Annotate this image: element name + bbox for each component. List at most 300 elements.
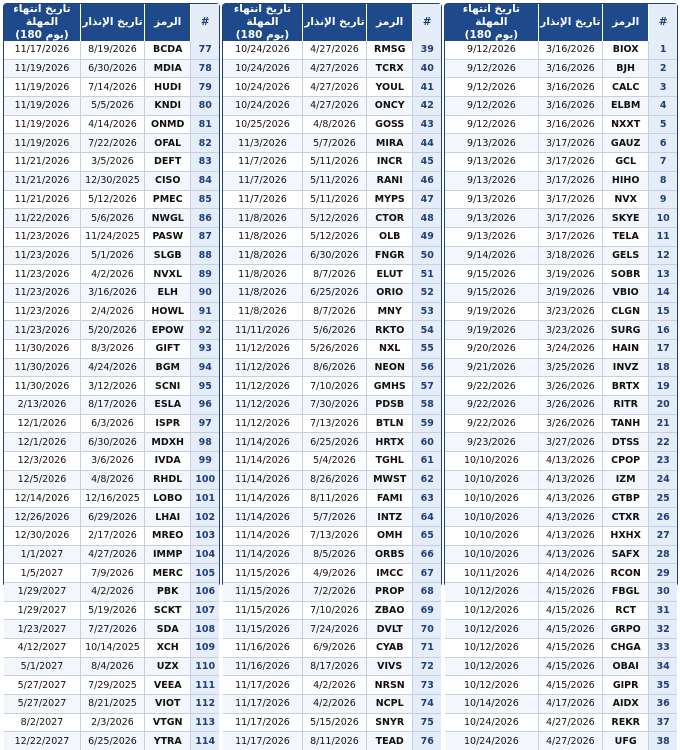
table-row [223, 283, 441, 302]
notice-date-cell: 7/13/2026 [302, 415, 366, 433]
symbol-cell: NEON [366, 359, 412, 377]
deadline-cell: 11/22/2026 [14, 212, 70, 224]
table-row [4, 432, 219, 451]
notice-date-cell: 5/26/2026 [302, 340, 366, 358]
deadline-cell: 11/23/2026 [14, 231, 70, 243]
notice-date-cell: 4/8/2026 [302, 116, 366, 134]
header-num: # [190, 4, 219, 41]
symbol-cell: RHDL [144, 471, 190, 489]
row-number-cell: 69 [412, 602, 441, 620]
deadline-cell: 12/22/2027 [14, 735, 70, 747]
notice-date-cell: 4/13/2026 [538, 452, 602, 470]
deadline-cell: 10/10/2026 [464, 455, 519, 467]
table-row [223, 115, 441, 134]
row-number-cell: 82 [190, 134, 219, 152]
table-row [223, 619, 441, 638]
deadline-cell: 11/15/2026 [235, 567, 290, 579]
row-number-cell: 74 [412, 695, 441, 713]
row-number-cell: 13 [648, 265, 677, 283]
symbol-cell: REKR [602, 714, 648, 732]
table-2 [222, 3, 442, 747]
deadline-cell: 11/19/2026 [14, 137, 70, 149]
table-row [223, 41, 441, 59]
deadline-cell: 5/1/2027 [20, 661, 64, 673]
table-row [445, 283, 677, 302]
row-number-cell: 77 [190, 41, 219, 59]
deadline-cell: 10/24/2026 [235, 44, 290, 56]
symbol-cell: CYAB [366, 639, 412, 657]
symbol-cell: HAIN [602, 340, 648, 358]
deadline-cell: 10/12/2026 [464, 623, 519, 635]
symbol-cell: CTOR [366, 209, 412, 227]
table-row [445, 657, 677, 676]
notice-date-cell: 5/12/2026 [80, 191, 144, 209]
notice-date-cell: 7/9/2026 [80, 564, 144, 582]
row-number-cell: 86 [190, 209, 219, 227]
symbol-cell: NXL [366, 340, 412, 358]
row-number-cell: 22 [648, 433, 677, 451]
table-row [4, 320, 219, 339]
notice-date-cell: 3/23/2026 [538, 321, 602, 339]
table-row [223, 395, 441, 414]
table-row [223, 302, 441, 321]
table-row [4, 545, 219, 564]
row-number-cell: 41 [412, 78, 441, 96]
deadline-cell: 11/17/2026 [14, 44, 70, 56]
header-deadline [4, 4, 80, 41]
symbol-cell: SURG [602, 321, 648, 339]
table-row [445, 675, 677, 694]
row-number-cell: 84 [190, 172, 219, 190]
table-row [223, 731, 441, 750]
table-row [4, 115, 219, 134]
symbol-cell: PASW [144, 228, 190, 246]
symbol-cell: SAFX [602, 546, 648, 564]
table-row [445, 507, 677, 526]
row-number-cell: 5 [648, 116, 677, 134]
symbol-cell: SKYE [602, 209, 648, 227]
table-row [445, 376, 677, 395]
row-number-cell: 53 [412, 303, 441, 321]
symbol-cell: GIFT [144, 340, 190, 358]
notice-date-cell: 3/17/2026 [538, 172, 602, 190]
deadline-cell: 12/1/2026 [17, 436, 67, 448]
header-deadline-line1: تاريخ انتهاء المهلة [233, 3, 292, 28]
symbol-cell: CALC [602, 78, 648, 96]
notice-date-cell: 3/26/2026 [538, 415, 602, 433]
notice-date-cell: 3/6/2026 [80, 452, 144, 470]
deadline-cell: 9/13/2026 [467, 212, 516, 224]
row-number-cell: 71 [412, 639, 441, 657]
deadline-cell: 10/10/2026 [464, 548, 519, 560]
header-deadline [445, 4, 538, 41]
notice-date-cell: 4/13/2026 [538, 471, 602, 489]
deadline-cell: 10/11/2026 [464, 567, 519, 579]
notice-date-cell: 5/20/2026 [80, 321, 144, 339]
table-row [4, 526, 219, 545]
row-number-cell: 36 [648, 695, 677, 713]
notice-date-cell: 3/18/2026 [538, 247, 602, 265]
header-date1: تاريخ الإنذار [538, 4, 602, 41]
notice-date-cell: 5/11/2026 [302, 172, 366, 190]
notice-date-cell: 3/17/2026 [538, 228, 602, 246]
notice-date-cell: 3/24/2026 [538, 340, 602, 358]
table-row [445, 152, 677, 171]
table-row [4, 395, 219, 414]
notice-date-cell: 2/3/2026 [80, 714, 144, 732]
row-number-cell: 56 [412, 359, 441, 377]
notice-date-cell: 5/11/2026 [302, 153, 366, 171]
symbol-cell: TCRX [366, 60, 412, 78]
notice-date-cell: 7/14/2026 [80, 78, 144, 96]
symbol-cell: BCDA [144, 41, 190, 59]
table-row [223, 657, 441, 676]
table-row [223, 77, 441, 96]
symbol-cell: INVZ [602, 359, 648, 377]
deadline-cell: 9/23/2026 [467, 436, 516, 448]
header-sym: الرمز [366, 4, 412, 41]
notice-date-cell: 7/22/2026 [80, 134, 144, 152]
row-number-cell: 18 [648, 359, 677, 377]
symbol-cell: IVDA [144, 452, 190, 470]
table-row [223, 358, 441, 377]
deadline-cell: 9/21/2026 [467, 362, 516, 374]
deadline-cell: 10/24/2026 [235, 100, 290, 112]
symbol-cell: FBGL [602, 583, 648, 601]
row-number-cell: 57 [412, 377, 441, 395]
notice-date-cell: 8/4/2026 [80, 658, 144, 676]
table-row [223, 414, 441, 433]
notice-date-cell: 4/13/2026 [538, 546, 602, 564]
deadline-cell: 11/15/2026 [235, 586, 290, 598]
notice-date-cell: 5/7/2026 [302, 508, 366, 526]
row-number-cell: 89 [190, 265, 219, 283]
table-row [223, 694, 441, 713]
table-row [223, 507, 441, 526]
table-row [223, 133, 441, 152]
deadline-cell: 11/21/2026 [14, 193, 70, 205]
deadline-cell: 9/22/2026 [467, 380, 516, 392]
table-row [445, 414, 677, 433]
delisting-deadlines-sheet [3, 3, 677, 747]
table-row [445, 41, 677, 59]
deadline-cell: 10/12/2026 [464, 604, 519, 616]
table-header [4, 4, 219, 41]
deadline-cell: 11/8/2026 [238, 212, 287, 224]
table-row [4, 358, 219, 377]
row-number-cell: 55 [412, 340, 441, 358]
table-row [4, 190, 219, 209]
row-number-cell: 33 [648, 639, 677, 657]
symbol-cell: BJH [602, 60, 648, 78]
table-row [445, 302, 677, 321]
deadline-cell: 11/12/2026 [235, 399, 290, 411]
deadline-cell: 11/14/2026 [235, 548, 290, 560]
symbol-cell: GIPR [602, 676, 648, 694]
deadline-cell: 11/30/2026 [14, 362, 70, 374]
row-number-cell: 7 [648, 153, 677, 171]
symbol-cell: DVLT [366, 620, 412, 638]
symbol-cell: XCH [144, 639, 190, 657]
deadline-cell: 11/17/2026 [235, 717, 290, 729]
row-number-cell: 29 [648, 564, 677, 582]
table-row [4, 601, 219, 620]
notice-date-cell: 3/16/2026 [538, 78, 602, 96]
row-number-cell: 20 [648, 396, 677, 414]
deadline-cell: 12/30/2026 [14, 530, 70, 542]
deadline-cell: 9/15/2026 [467, 268, 516, 280]
deadline-cell: 10/24/2026 [235, 63, 290, 75]
symbol-cell: ONMD [144, 116, 190, 134]
table-row [4, 414, 219, 433]
deadline-cell: 10/12/2026 [464, 586, 519, 598]
notice-date-cell: 4/14/2026 [538, 564, 602, 582]
row-number-cell: 40 [412, 60, 441, 78]
row-number-cell: 72 [412, 658, 441, 676]
row-number-cell: 24 [648, 471, 677, 489]
symbol-cell: TANH [602, 415, 648, 433]
symbol-cell: RCT [602, 602, 648, 620]
notice-date-cell: 4/27/2026 [302, 41, 366, 59]
table-row [4, 208, 219, 227]
symbol-cell: UZX [144, 658, 190, 676]
symbol-cell: NVX [602, 191, 648, 209]
notice-date-cell: 7/10/2026 [302, 602, 366, 620]
table-row [4, 302, 219, 321]
symbol-cell: GCL [602, 153, 648, 171]
table-row [223, 208, 441, 227]
symbol-cell: NXXT [602, 116, 648, 134]
table-row [4, 489, 219, 508]
deadline-cell: 11/16/2026 [235, 642, 290, 654]
deadline-cell: 11/3/2026 [238, 137, 287, 149]
notice-date-cell: 3/12/2026 [80, 377, 144, 395]
table-row [223, 470, 441, 489]
row-number-cell: 107 [190, 602, 219, 620]
deadline-cell: 9/13/2026 [467, 137, 516, 149]
deadline-cell: 11/8/2026 [238, 231, 287, 243]
deadline-cell: 11/12/2026 [235, 343, 290, 355]
table-row [4, 133, 219, 152]
table-row [4, 339, 219, 358]
row-number-cell: 3 [648, 78, 677, 96]
table-row [4, 451, 219, 470]
notice-date-cell: 3/25/2026 [538, 359, 602, 377]
symbol-cell: DEFT [144, 153, 190, 171]
notice-date-cell: 4/15/2026 [538, 583, 602, 601]
table-row [223, 190, 441, 209]
symbol-cell: HXHX [602, 527, 648, 545]
table-row [445, 545, 677, 564]
row-number-cell: 35 [648, 676, 677, 694]
notice-date-cell: 3/16/2026 [80, 284, 144, 302]
row-number-cell: 92 [190, 321, 219, 339]
deadline-cell: 1/1/2027 [20, 548, 64, 560]
table-row [223, 601, 441, 620]
row-number-cell: 114 [190, 732, 219, 750]
symbol-cell: ELUT [366, 265, 412, 283]
row-number-cell: 76 [412, 732, 441, 750]
row-number-cell: 43 [412, 116, 441, 134]
deadline-cell: 11/23/2026 [14, 268, 70, 280]
symbol-cell: LHAI [144, 508, 190, 526]
row-number-cell: 17 [648, 340, 677, 358]
notice-date-cell: 3/16/2026 [538, 116, 602, 134]
symbol-cell: LOBO [144, 490, 190, 508]
deadline-cell: 11/30/2026 [14, 343, 70, 355]
notice-date-cell: 5/6/2026 [80, 209, 144, 227]
row-number-cell: 79 [190, 78, 219, 96]
table-row [4, 59, 219, 78]
notice-date-cell: 4/27/2026 [302, 60, 366, 78]
table-row [445, 227, 677, 246]
row-number-cell: 63 [412, 490, 441, 508]
table-row [223, 339, 441, 358]
notice-date-cell: 4/15/2026 [538, 676, 602, 694]
symbol-cell: IZM [602, 471, 648, 489]
symbol-cell: BRTX [602, 377, 648, 395]
notice-date-cell: 8/11/2026 [302, 732, 366, 750]
notice-date-cell: 8/7/2026 [302, 303, 366, 321]
symbol-cell: BIOX [602, 41, 648, 59]
deadline-cell: 2/13/2026 [17, 399, 67, 411]
deadline-cell: 9/14/2026 [467, 249, 516, 261]
notice-date-cell: 7/24/2026 [302, 620, 366, 638]
notice-date-cell: 4/27/2026 [538, 714, 602, 732]
deadline-cell: 1/5/2027 [20, 567, 64, 579]
notice-date-cell: 7/29/2025 [80, 676, 144, 694]
row-number-cell: 8 [648, 172, 677, 190]
notice-date-cell: 4/15/2026 [538, 658, 602, 676]
row-number-cell: 101 [190, 490, 219, 508]
table-row [445, 470, 677, 489]
table-row [223, 171, 441, 190]
deadline-cell: 4/12/2027 [17, 642, 67, 654]
notice-date-cell: 6/30/2026 [80, 433, 144, 451]
row-number-cell: 62 [412, 471, 441, 489]
deadline-cell: 11/8/2026 [238, 268, 287, 280]
notice-date-cell: 8/26/2026 [302, 471, 366, 489]
notice-date-cell: 5/1/2026 [80, 247, 144, 265]
deadline-cell: 11/14/2026 [235, 455, 290, 467]
deadline-cell: 10/10/2026 [464, 492, 519, 504]
row-number-cell: 30 [648, 583, 677, 601]
header-date1: تاريخ الإنذار [302, 4, 366, 41]
notice-date-cell: 4/15/2026 [538, 620, 602, 638]
row-number-cell: 27 [648, 527, 677, 545]
table-row [223, 545, 441, 564]
deadline-cell: 9/19/2026 [467, 305, 516, 317]
table-body [445, 41, 677, 750]
table-row [223, 563, 441, 582]
header-deadline [223, 4, 302, 41]
table-row [223, 675, 441, 694]
notice-date-cell: 6/25/2026 [80, 732, 144, 750]
symbol-cell: GTBP [602, 490, 648, 508]
notice-date-cell: 7/13/2026 [302, 527, 366, 545]
row-number-cell: 51 [412, 265, 441, 283]
header-num: # [648, 4, 677, 41]
notice-date-cell: 4/2/2026 [302, 676, 366, 694]
row-number-cell: 104 [190, 546, 219, 564]
notice-date-cell: 4/13/2026 [538, 508, 602, 526]
symbol-cell: SOBR [602, 265, 648, 283]
deadline-cell: 9/22/2026 [467, 418, 516, 430]
header-deadline-line2: (180 يوم) [235, 29, 290, 41]
table-row [445, 190, 677, 209]
row-number-cell: 46 [412, 172, 441, 190]
symbol-cell: GELS [602, 247, 648, 265]
symbol-cell: ORIO [366, 284, 412, 302]
symbol-cell: VIVS [366, 658, 412, 676]
table-row [223, 526, 441, 545]
notice-date-cell: 6/9/2026 [302, 639, 366, 657]
symbol-cell: ORBS [366, 546, 412, 564]
notice-date-cell: 6/30/2026 [302, 247, 366, 265]
symbol-cell: ELBM [602, 97, 648, 115]
table-row [4, 246, 219, 265]
deadline-cell: 11/19/2026 [14, 119, 70, 131]
deadline-cell: 1/23/2027 [17, 623, 67, 635]
row-number-cell: 65 [412, 527, 441, 545]
row-number-cell: 52 [412, 284, 441, 302]
row-number-cell: 75 [412, 714, 441, 732]
row-number-cell: 15 [648, 303, 677, 321]
symbol-cell: RANI [366, 172, 412, 190]
deadline-cell: 12/5/2026 [17, 474, 67, 486]
symbol-cell: MERC [144, 564, 190, 582]
deadline-cell: 5/27/2027 [17, 698, 67, 710]
notice-date-cell: 4/27/2026 [538, 732, 602, 750]
table-row [445, 115, 677, 134]
deadline-cell: 10/24/2026 [464, 735, 519, 747]
symbol-cell: GMHS [366, 377, 412, 395]
row-number-cell: 85 [190, 191, 219, 209]
row-number-cell: 49 [412, 228, 441, 246]
symbol-cell: IMMP [144, 546, 190, 564]
header-sym: الرمز [144, 4, 190, 41]
symbol-cell: HOWL [144, 303, 190, 321]
symbol-cell: NRSN [366, 676, 412, 694]
deadline-cell: 11/7/2026 [238, 156, 287, 168]
row-number-cell: 26 [648, 508, 677, 526]
deadline-cell: 10/10/2026 [464, 474, 519, 486]
row-number-cell: 67 [412, 564, 441, 582]
deadline-cell: 11/15/2026 [235, 604, 290, 616]
table-row [223, 432, 441, 451]
notice-date-cell: 4/13/2026 [538, 527, 602, 545]
notice-date-cell: 8/11/2026 [302, 490, 366, 508]
notice-date-cell: 3/19/2026 [538, 265, 602, 283]
notice-date-cell: 7/2/2026 [302, 583, 366, 601]
notice-date-cell: 5/15/2026 [302, 714, 366, 732]
table-row [4, 283, 219, 302]
row-number-cell: 93 [190, 340, 219, 358]
row-number-cell: 59 [412, 415, 441, 433]
symbol-cell: VEEA [144, 676, 190, 694]
deadline-cell: 9/20/2026 [467, 343, 516, 355]
deadline-cell: 11/19/2026 [14, 63, 70, 75]
row-number-cell: 34 [648, 658, 677, 676]
symbol-cell: HUDI [144, 78, 190, 96]
notice-date-cell: 4/8/2026 [80, 471, 144, 489]
notice-date-cell: 8/19/2026 [80, 41, 144, 59]
notice-date-cell: 5/12/2026 [302, 228, 366, 246]
row-number-cell: 87 [190, 228, 219, 246]
table-row [223, 376, 441, 395]
row-number-cell: 54 [412, 321, 441, 339]
deadline-cell: 12/3/2026 [17, 455, 67, 467]
